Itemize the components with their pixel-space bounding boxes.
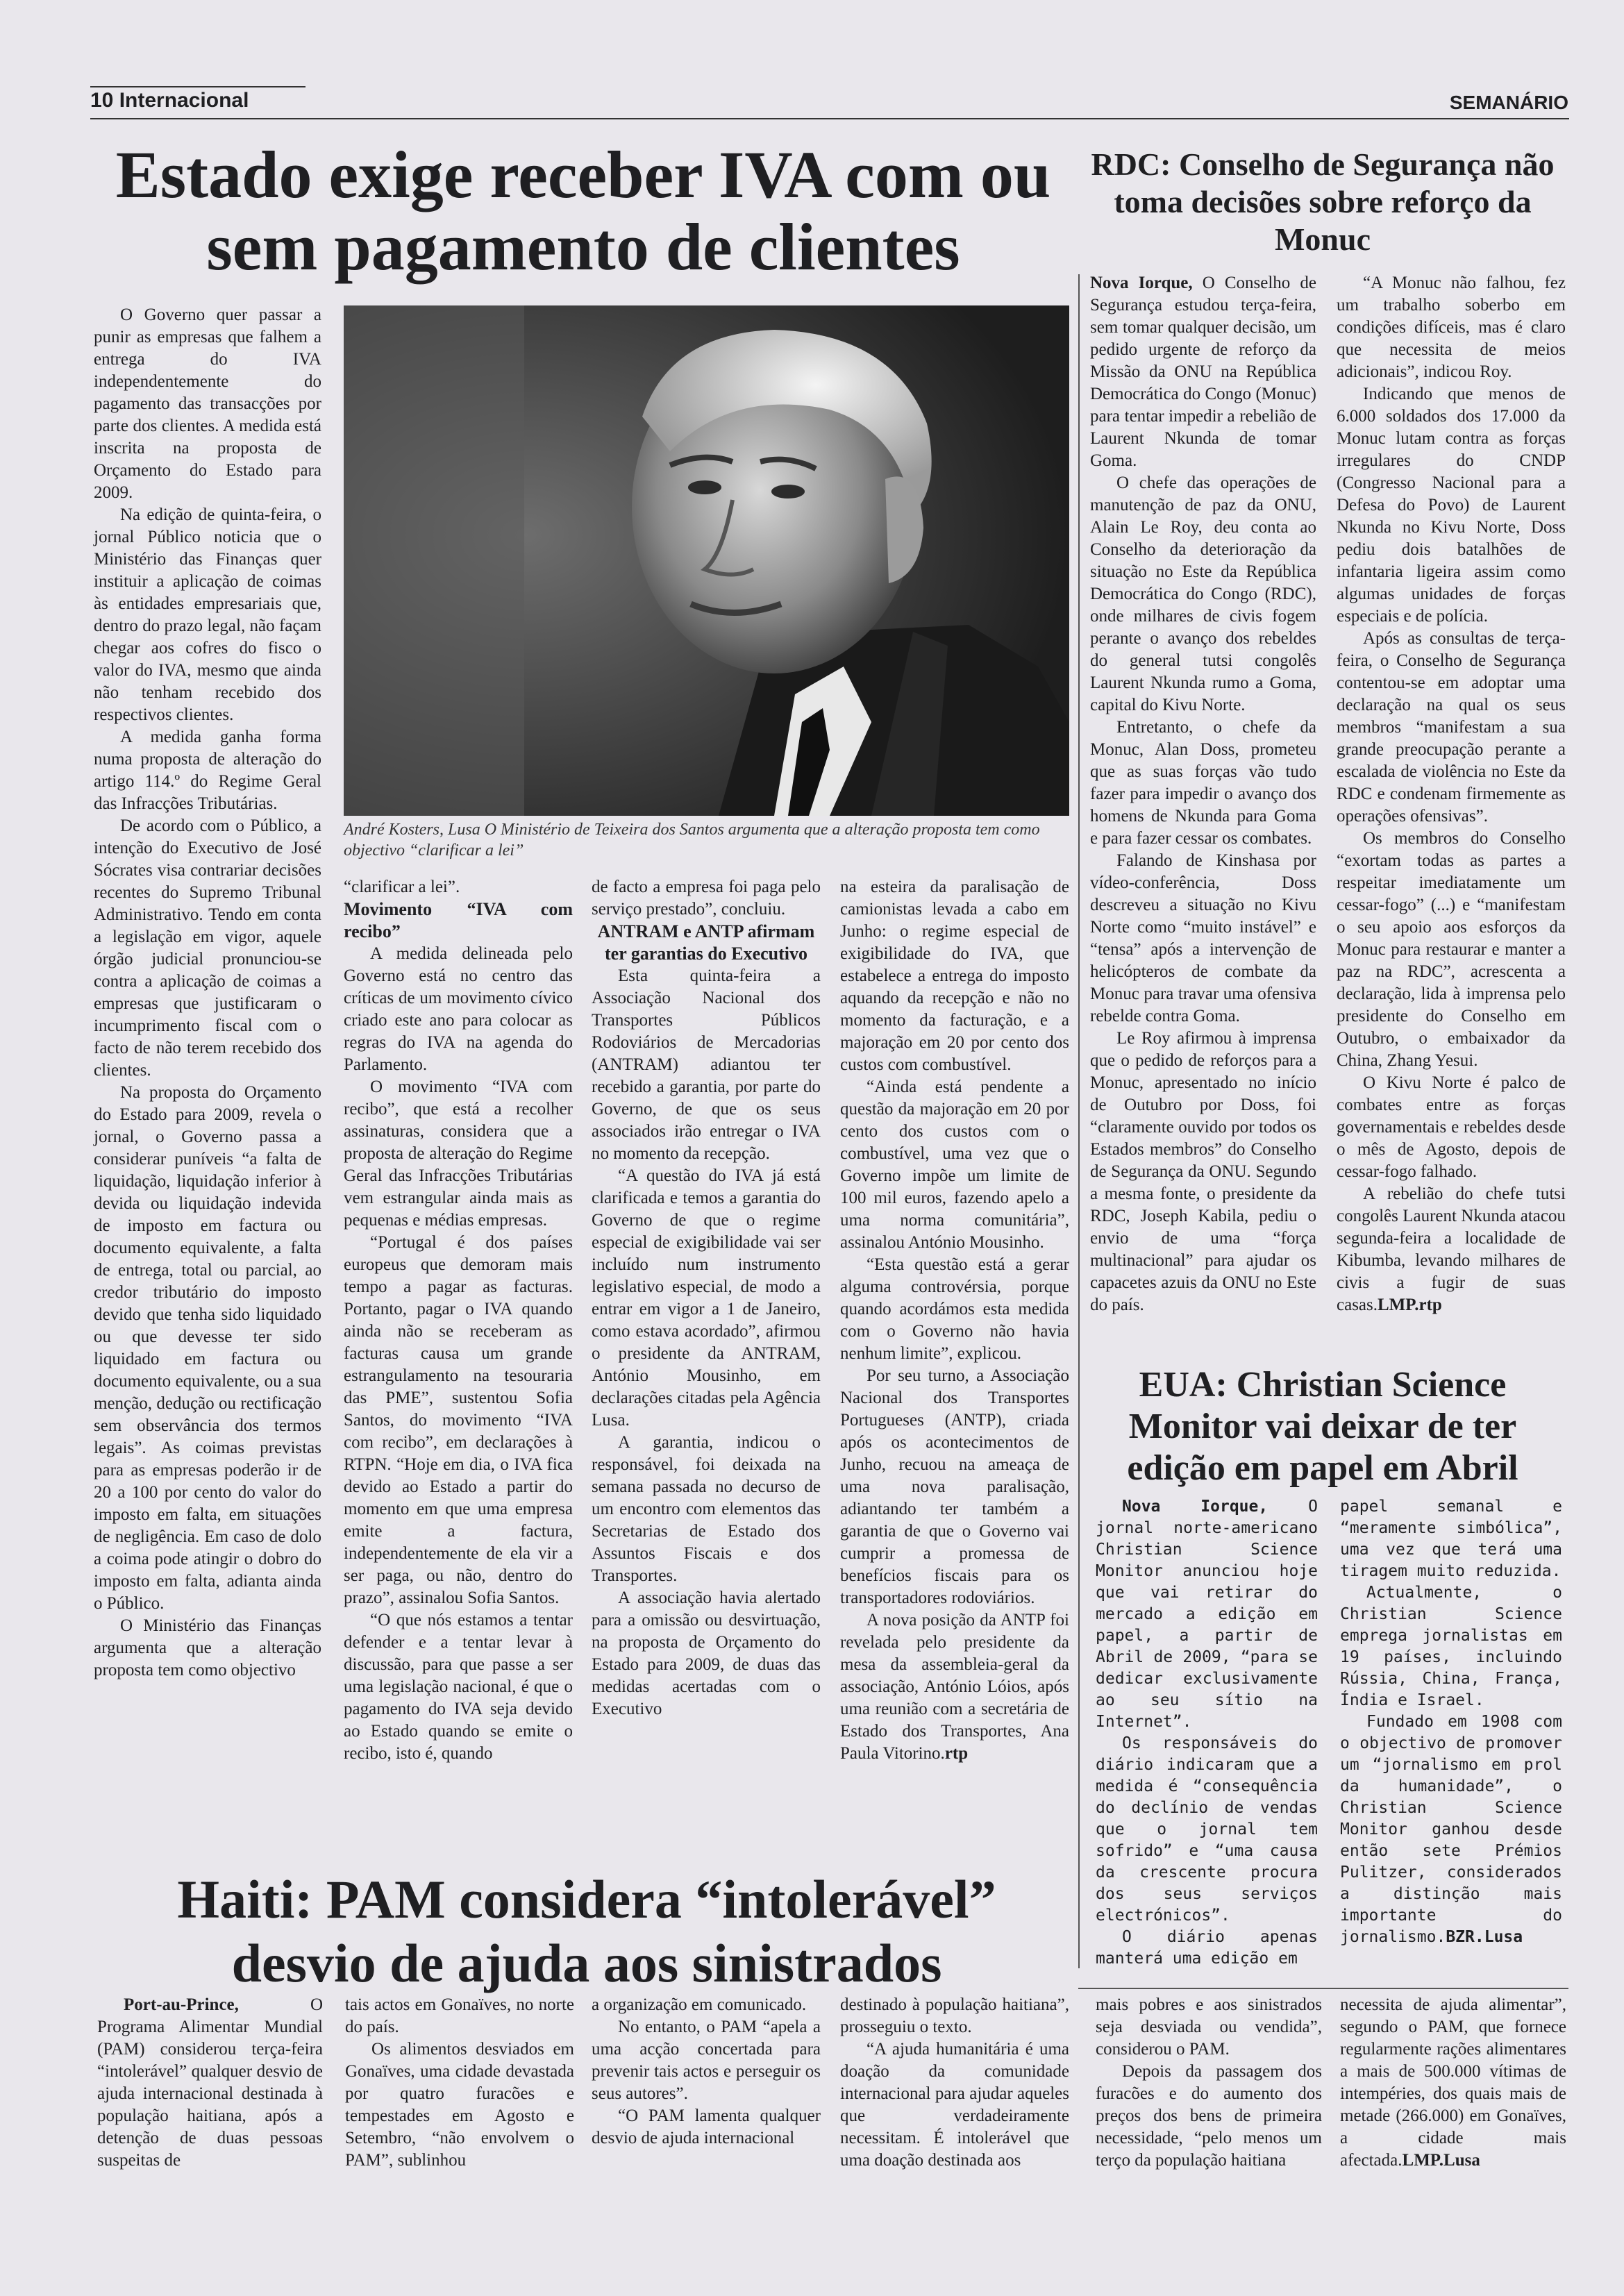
paragraph: A associação havia alertado para a omissão ou desvirtuação, na proposta de Orçamento do Estado para 2009, de duas das medidas acertadas com o Executivo [592, 1589, 821, 1718]
subheading-movimento: Movimento “IVA com recibo” [344, 899, 573, 941]
eua-column-2 [1340, 1496, 1562, 1948]
paragraph: Depois da passagem dos furacões e do aumento dos preços dos bens de primeira necessidade, “pelo menos um terço da população haitiana [1096, 2062, 1322, 2170]
paragraph: Na proposta do Orçamento do Estado para 2009, revela o jornal, o Governo passa a considerar puníveis “a falta de liquidação, liquidação inferior à devida ou liquidação indevida de imposto em factura ou documento equivalente, a falta de entrega, total ou parcial, ao credor tributário do imposto devido que tenha sido liquidado ou que devesse ter sido liquidado em factura ou documento equivalente, ou a sua menção, dedução ou rectificação sem observância dos termos legais”. As coimas previstas para as empresas poderão ir de 20 a 100 por cento do valor do imposto em falta, em situações de negligência. Em caso de dolo a coima pode atingir o dobro do imposto em falta, adianta ainda o Público. [94, 1083, 321, 1613]
paragraph: “Esta questão está a gerar alguma controvérsia, porque quando acordámos esta medida com o Governo não havia nenhum limite”, explicou. [840, 1255, 1069, 1363]
section-divider [1078, 1988, 1568, 1989]
paragraph: Por seu turno, a Associação Nacional dos Transportes Portugueses (ANTP), criada após os acontecimentos de Junho, recuou na ameaça de uma nova paralisação, adiantando ter também a garantia de que o Governo vai cumprir a promessa de benefícios fiscais para os transportadores rodoviários. [840, 1366, 1069, 1607]
subheading-antram: ANTRAM e ANTP afirmam ter garantias do Executivo [597, 921, 815, 964]
paragraph: O chefe das operações de manutenção de paz da ONU, Alain Le Roy, deu conta ao Conselho da deterioração da situação no Este da República Democrática do Congo (RDC), onde milhares de civis fogem perante o avanço dos rebeldes do general tutsi congolês Laurent Nkunda rumo a Goma, capital do Kivu Norte. [1090, 474, 1316, 714]
header-rule-top [90, 86, 305, 87]
dateline: Nova Iorque, [1090, 274, 1193, 292]
paragraph: “A ajuda humanitária é uma doação da comunidade internacional para ajudar aqueles que verdadeiramente necessitam. É intolerável que uma doação destinada aos [840, 2040, 1069, 2170]
paragraph: Os membros do Conselho “exortam todas as partes a respeitar imediatamente um cessar-fogo” (...) e “manifestam o seu apoio aos esforços da Monuc para restaurar e manter a paz na RDC”, acrescenta a declaração, lida à imprensa pelo presidente do Conselho em Outubro, o embaixador da China, Zhang Yesui. [1337, 829, 1566, 1070]
iva-column-2 [344, 876, 573, 1765]
paragraph: O Governo quer passar a punir as empresas que falhem a entrega do IVA independentemente do pagamento das transacções por parte dos clientes. A medida está inscrita na proposta de Orçamento do Estado para 2009. [94, 305, 321, 502]
paragraph [1337, 1183, 1566, 1316]
headline-eua: EUA: Christian Science Monitor vai deixar de ter edição em papel em Abril [1127, 1365, 1518, 1488]
signature: LMP.Lusa [1402, 2151, 1480, 2170]
signature: BZR.Lusa [1446, 1928, 1523, 1946]
rdc-column-1 [1090, 272, 1316, 1316]
paragraph-text: necessita de ajuda alimentar”, segundo o PAM, que fornece regularmente rações alimentares a mais de 500.000 vítimas de intempéries, dos quais mais de metade (266.000) em Gonaïves, a cidade mais afectada. [1340, 1995, 1566, 2170]
paragraph: de facto a empresa foi paga pelo serviço prestado”, concluiu. [592, 878, 821, 919]
paragraph: Le Roy afirmou à imprensa que o pedido de reforços para a Monuc, apresentado no início de Outubro por Doss, foi “claramente ouvido por todos os Estados membros” do Conselho de Segurança da ONU. Segundo a mesma fonte, o presidente da RDC, Joseph Kabila, pediu o envio de uma “força multinacional” para ajudar os capacetes azuis da ONU no Este do país. [1090, 1029, 1316, 1314]
dateline: Port-au-Prince, [124, 1995, 239, 2014]
paragraph: No entanto, o PAM “apela a uma acção concertada para prevenir tais actos e perseguir os seus autores”. [592, 2018, 821, 2103]
paragraph: papel semanal e “meramente simbólica”, uma vez que terá uma tiragem muito reduzida. [1340, 1498, 1562, 1580]
column-divider [1078, 274, 1080, 1968]
paragraph: Os responsáveis do diário indicaram que a medida é “consequência do declínio de vendas que o jornal tem sofrido” e “uma causa da crescente procura dos seus serviços electrónicos”. [1096, 1734, 1318, 1925]
paragraph: Actualmente, o Christian Science emprega jornalistas em 19 países, incluindo Rússia, China, França, Índia e Israel. [1340, 1584, 1562, 1709]
paragraph: “A Monuc não falhou, fez um trabalho soberbo em condições difíceis, mas é claro que necessita de meios adicionais”, indicou Roy. [1337, 274, 1566, 381]
paragraph: Esta quinta-feira a Associação Nacional dos Transportes Públicos Rodoviários de Mercadorias (ANTRAM) adiantou ter recebido a garantia, por parte do Governo, de que os seus associados irão entregar o IVA no momento da recepção. [592, 966, 821, 1163]
headline-iva: Estado exige receber IVA com ou sem pagamento de clientes [115, 137, 1051, 284]
haiti-column-6 [1340, 1994, 1566, 2172]
paragraph: “Ainda está pendente a questão da majoração em 20 por cento dos custos com o combustível, uma vez que o Governo impõe um limite de 100 mil euros, fazendo apelo a uma norma comunitária”, assinalou António Mousinho. [840, 1078, 1069, 1252]
paragraph: “O PAM lamenta qualquer desvio de ajuda internacional [592, 2106, 821, 2147]
haiti-column-5 [1096, 1994, 1322, 2172]
paragraph: Na edição de quinta-feira, o jornal Público noticia que o Ministério das Finanças quer instituir a aplicação de coimas às entidades empresariais que, dentro do prazo legal, não façam chegar aos cofres do fisco o valor do IVA, mesmo que ainda não tenham recebido dos respectivos clientes. [94, 505, 321, 724]
iva-column-1 [94, 304, 321, 1682]
paragraph: Indicando que menos de 6.000 soldados dos 17.000 da Monuc lutam contra as forças irregulares do CNDP (Congresso Nacional para a Defesa do Povo) de Laurent Nkunda no Kivu Norte, Doss pediu dois batalhões de infantaria ligeira assim como algumas unidades de forças especiais e de polícia. [1337, 385, 1566, 626]
section-label: 10 Internacional [90, 89, 249, 112]
rdc-column-2 [1337, 272, 1566, 1316]
portrait-photo [344, 305, 1069, 816]
headline-rdc: RDC: Conselho de Segurança não toma decisões sobre reforço da Monuc [1091, 146, 1555, 257]
paragraph: destinado à população haitiana”, prosseguiu o texto. [840, 1995, 1069, 2036]
paragraph-text: A nova posição da ANTP foi revelada pelo presidente da mesa da assembleia-geral da associação, António Lóios, após uma reunião com a secretária de Estado dos Transportes, Ana Paula Vitorino. [840, 1611, 1069, 1763]
paragraph: A medida ganha forma numa proposta de alteração do artigo 114.º do Regime Geral das Infracções Tributárias. [94, 728, 321, 813]
photo-minister [344, 305, 1069, 816]
paragraph-text: O Programa Alimentar Mundial (PAM) considerou terça-feira “intolerável” qualquer desvio de ajuda internacional destinada à população haitiana, após a detenção de duas pessoas suspeitas de [97, 1995, 323, 2170]
paragraph: O Kivu Norte é palco de combates entre as forças governamentais e rebeldes desde o mês de Agosto, depois de cessar-fogo falhado. [1337, 1073, 1566, 1181]
haiti-column-3 [592, 1994, 821, 2150]
paragraph [1340, 1994, 1566, 2172]
paragraph: a organização em comunicado. [592, 1995, 807, 2014]
haiti-column-2 [345, 1994, 574, 2172]
paragraph: Após as consultas de terça-feira, o Conselho de Segurança contentou-se em adoptar uma declaração na qual os seus membros “manifestam a sua grande preocupação perante a escalada de violência no Este da RDC e condenam firmemente as operações ofensivas”. [1337, 629, 1566, 826]
paragraph [1096, 1496, 1318, 1733]
paragraph: tais actos em Gonaïves, no norte do país. [345, 1995, 574, 2036]
paragraph: Os alimentos desviados em Gonaïves, uma cidade devastada por quatro furacões e tempestades em Agosto e Setembro, “não envolvem o PAM”, sublinhou [345, 2040, 574, 2170]
paragraph [840, 1609, 1069, 1765]
dateline: Nova Iorque, [1122, 1498, 1269, 1516]
paragraph: na esteira da paralisação de camionistas levada a cabo em Junho: o regime especial de exigibilidade do IVA, que estabelece a entrega do imposto aquando da recepção e não no momento da facturação, e a majoração em 20 por cento dos custos com combustível. [840, 878, 1069, 1074]
iva-column-4 [840, 876, 1069, 1765]
paragraph: mais pobres e aos sinistrados seja desviada ou vendida”, considerou o PAM. [1096, 1995, 1322, 2059]
paragraph-text: O jornal norte-americano Christian Science Monitor anunciou hoje que vai retirar do mercado a edição em papel, a partir de Abril de 2009, “para se dedicar exclusivamente ao seu sítio na Internet”. [1096, 1498, 1318, 1731]
eua-column-1 [1096, 1496, 1318, 1970]
header-rule [90, 118, 1569, 119]
paragraph: Falando de Kinshasa por vídeo-conferência, Doss descreveu a situação no Kivu Norte como “muito instável” e “tensa” após a intervenção de helicópteros de combate da Monuc para travar uma ofensiva rebelde contra Goma. [1090, 851, 1316, 1025]
paragraph: Entretanto, o chefe da Monuc, Alan Doss, prometeu que as suas forças vão tudo fazer para impedir o avanço dos homens de Nkunda para Goma e para fazer cessar os combates. [1090, 718, 1316, 848]
paragraph: A garantia, indicou o responsável, foi deixada na semana passada no decurso de um encontro com elementos das Secretarias de Estado dos Assuntos Fiscais e dos Transportes. [592, 1433, 821, 1585]
photo-caption: André Kosters, Lusa O Ministério de Teixeira dos Santos argumenta que a alteração proposta tem como objectivo “clarificar a lei” [344, 821, 1040, 860]
signature: LMP.rtp [1378, 1296, 1442, 1314]
signature: rtp [944, 1744, 969, 1763]
paragraph: O movimento “IVA com recibo”, que está a recolher assinaturas, considera que a proposta de alteração do Regime Geral das Infracções Tributárias vem estrangular ainda mais as pequenas e médias empresas. [344, 1078, 573, 1230]
paragraph: “A questão do IVA já está clarificada e temos a garantia do Governo de que o regime especial de exigibilidade vai ser incluído num instrumento legislativo especial, de modo a entrar em vigor a 1 de Janeiro, como estava acordado”, afirmou o presidente da ANTRAM, António Mousinho, em declarações citadas pela Agência Lusa. [592, 1166, 821, 1430]
haiti-column-4 [840, 1994, 1069, 2172]
paragraph: O diário apenas manterá uma edição em [1096, 1928, 1318, 1968]
haiti-column-1 [97, 1994, 323, 2172]
paragraph: “clarificar a lei”. [344, 878, 460, 896]
paragraph [97, 1994, 323, 2172]
paragraph: O Ministério das Finanças argumenta que a alteração proposta tem como objectivo [94, 1616, 321, 1679]
paragraph: “Portugal é dos países europeus que demoram mais tempo a pagar as facturas. Portanto, pagar o IVA quando ainda não se receberam as facturas causa um grande estrangulamento na tesouraria das PME”, sustentou Sofia Santos, do movimento “IVA com recibo”, em declarações à RTPN. “Hoje em dia, o IVA fica devido ao Estado a partir do momento em que uma empresa emite a factura, independentemente de ela vir a ser paga, ou não, dentro do prazo”, assinalou Sofia Santos. [344, 1233, 573, 1607]
paragraph [1340, 1711, 1562, 1948]
newspaper-name: SEMANÁRIO [1449, 92, 1568, 113]
paragraph-text: A rebelião do chefe tutsi congolês Laurent Nkunda atacou segunda-feira a localidade de Kibumba, levando milhares de civis a fugir de suas casas. [1337, 1184, 1566, 1314]
paragraph-text: Fundado em 1908 com o objectivo de promover um “jornalismo em prol da humanidade”, o Christian Science Monitor ganhou desde então sete Prémios Pulitzer, considerados a distinção mais importante do jornalismo. [1340, 1713, 1562, 1946]
paragraph: A medida delineada pelo Governo está no centro das críticas de um movimento cívico criado este ano para colocar as regras do IVA na agenda do Parlamento. [344, 944, 573, 1074]
paragraph-text: O Conselho de Segurança estudou terça-feira, sem tomar qualquer decisão, um pedido urgente de reforço da Missão da ONU na República Democrática do Congo (Monuc) para tentar impedir a rebelião de Laurent Nkunda de tomar Goma. [1090, 274, 1316, 470]
paragraph: “O que nós estamos a tentar defender e a tentar levar à discussão, para que passe a ser uma legislação nacional, é que o pagamento do IVA seja devido ao Estado quando se emite o recibo, isto é, quando [344, 1611, 573, 1763]
paragraph [1090, 272, 1316, 472]
headline-haiti: Haiti: PAM considera “intolerável” desvio de ajuda aos sinistrados [177, 1869, 996, 1993]
iva-column-3 [592, 876, 821, 1720]
paragraph: De acordo com o Público, a intenção do Executivo de José Sócrates visa contrariar decisões recentes do Supremo Tribunal Administrativo. Tendo em conta a legislação em vigor, aquele órgão judicial pronunciou-se contra a aplicação de coimas a empresas que justificaram o incumprimento fiscal com o facto de não terem recebido dos clientes. [94, 816, 321, 1080]
